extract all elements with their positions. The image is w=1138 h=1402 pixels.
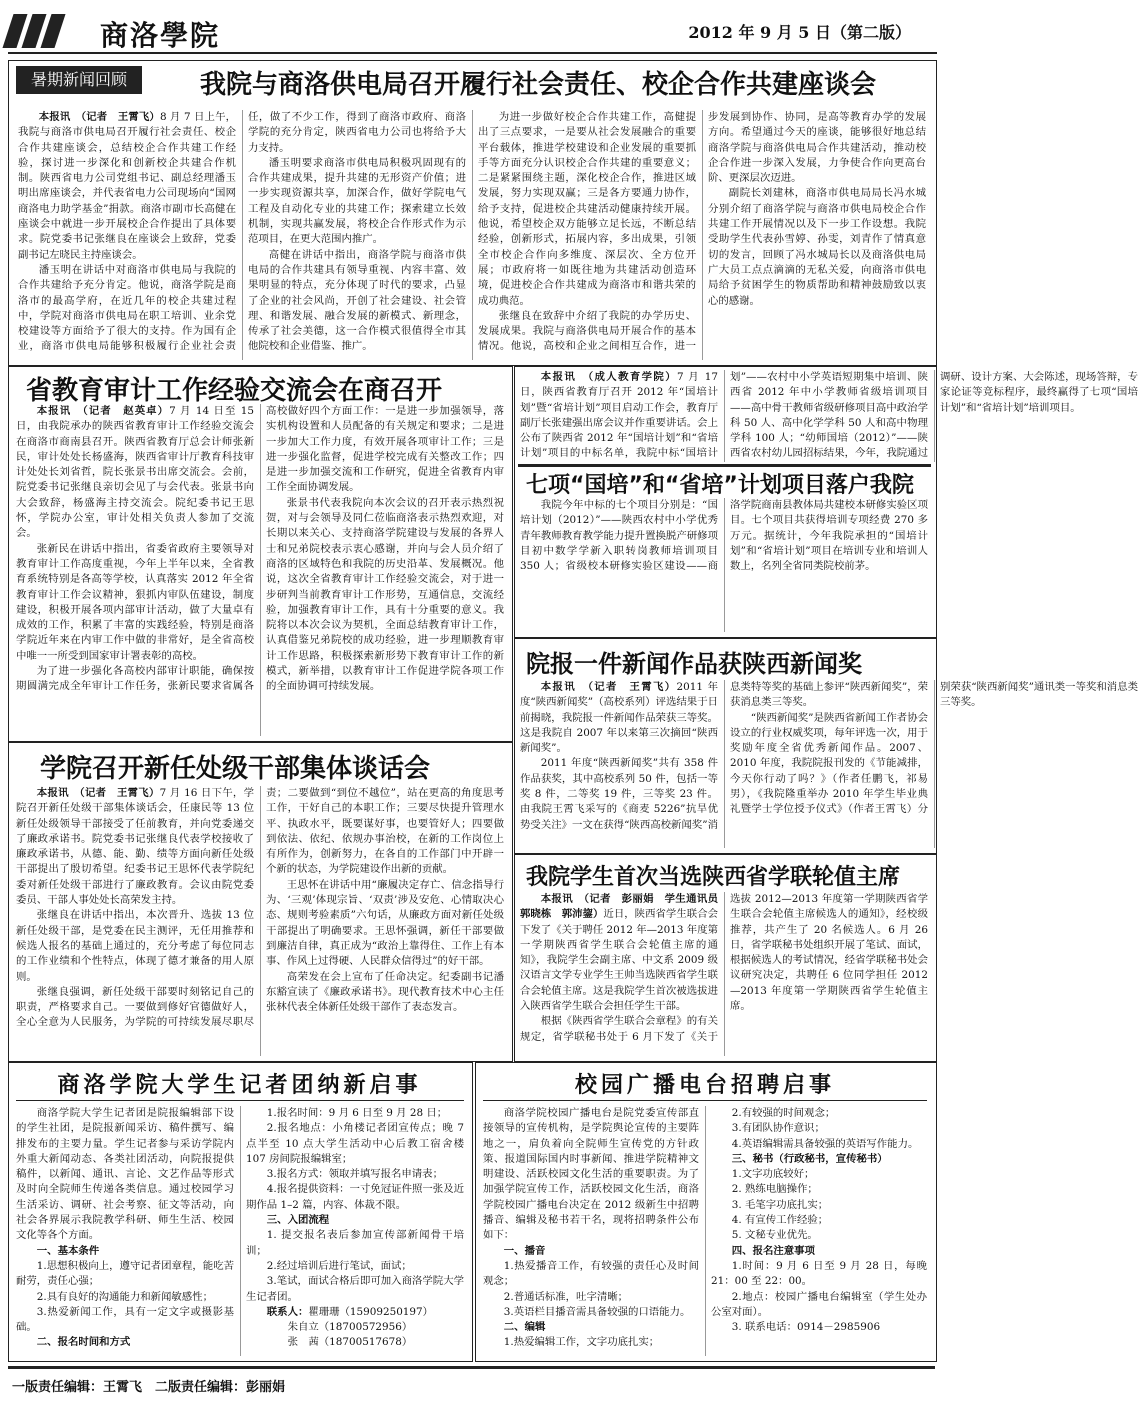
article-3-para: 7 月 16 日下午，学院召开新任处级干部集体谈话会，任康民等 13 位新任处级领导干部接受了任前教育，并向党委递交了廉政承诺书。院党委书记张继良代表学校接收了廉政承诺书，从德、能、勤、绩等方面向新任处级干部提出了殷切希望。纪委书记王思怀代表学院纪委对新任处级干部进行了廉政教育。会议由院党委委员、干部人事处处长高荣发主持。 [16, 787, 254, 907]
article-3-byline: 本报讯 （记者 王霄飞） [36, 787, 160, 799]
notice-2-line: 2.普通话标准，吐字清晰； [503, 1290, 629, 1303]
article-2-title: 省教育审计工作经验交流会在商召开 [26, 376, 443, 406]
notice-2-heading: 四、报名注意事项 [731, 1244, 815, 1257]
article-3-para: 王思怀在讲话中用“廉履决定存亡、信念指导行为、‘三观’体现宗旨、‘双责’涉及安危、心情取决心态、规则考验素质”六句话，从廉政方面对新任处级干部提出了明确要求。王思怀强调，新任干部要做到廉洁自律，真正成为“政治上靠得住、工作上有本事、作风上过得硬、人民群众信得过”的好干部。 [266, 878, 504, 968]
notice-1-contact-label: 联系人： [266, 1305, 309, 1318]
notice-2-line: 3. 毛笔字功底扎实； [731, 1198, 829, 1211]
article-3-body [16, 786, 504, 1056]
notice-1-heading: 二、报名时间和方式 [36, 1336, 131, 1349]
article-2-para: 为了进一步强化各高校内部审计职能，确保按期圆满完成全年审计工作任务，张新民要求省属各高校做好四个方面工作：一是进一步加强领导，落实机构设置和人员配备的有关规定和要求；二是进一步加大工作力度，有效开展各项审计工作；三是进一步强化监督，促进学校完成有关整改工作；四是进一步加强交流和工作研究，促进全省教育内审工作全面协调发展。 [16, 405, 504, 693]
article-4-para: 7 月 17 日，陕西省教育厅召开 2012 年“国培计划”暨“省培计划”项目启动工作会，教育厅副厅长张建强出席会议并作重要讲话。会上公布了陕西省 2012 年“国培计划”和“省培计划”项目的中标名单，我院中标“国培计划”——农村中小学英语短期集中培训、陕西省 2012 年中小学教师省级培训项目——高中骨干教师省级研修项目高中政治学科 50 人、高中化学学科 50 人和高中物理学科 100 人；“幼师国培（2012）”——陕西省农村幼儿园招标结果，今年，我院通过调研、设计方案、大会陈述，现场答辩，专家论证等竞标程序，最终赢得了七项“国培计划”和“省培计划”培训项目。 [520, 371, 1138, 460]
article-2-para: 7 月 14 日至 15 日，由我院承办的陕西省教育审计工作经验交流会在商洛市商南县召开。陕西省教育厅总会计师张新民，审计处处长杨盛海，陕西省审计厅教育科技审计处处长刘省哲，院长张景书出席交流会。会前，院党委书记张继良亲切会见了与会代表。张景书向大会致辞，杨盛海主持交流会。院纪委书记王思怀，学院办公室，审计处相关负责人参加了交流会。 [16, 405, 254, 540]
article-5-para: 2011 年度“陕西新闻奖”（高校系列）评选结果于日前揭晓，我院报一件新闻作品荣获三等奖。这是我院自 2007 年以来第三次摘回“陕西新闻奖”。 [520, 681, 718, 755]
header-rule [8, 52, 937, 54]
notice-2-heading: 三、秘书（行政秘书，宣传秘书） [731, 1152, 888, 1165]
article-1-title: 我院与商洛供电局召开履行社会责任、校企合作共建座谈会 [200, 70, 877, 100]
footer-rule [8, 1366, 935, 1369]
notice-2-line: 4.英语编辑需具备较强的英语写作能力。 [731, 1137, 919, 1150]
notice-2-heading: 二、编辑 [503, 1321, 546, 1334]
issue-date: 2012 年 9 月 5 日（第二版） [688, 23, 911, 42]
article-2-para: 张景书代表我院向本次会议的召开表示热烈祝贺，对与会领导及同仁莅临商洛表示热烈欢迎，对长期以来关心、支持商洛学院建设与发展的各界人士和兄弟院校表示衷心感谢，并向与会人员介绍了商洛的区域特色和我院的历史沿革、发展概况。他说，这次全省教育审计工作经验交流会，对于进一步研判当前教育审计工作形势，互通信息，交流经验，加强教育审计工作，具有十分重要的意义。我院将以本次会议为契机，全面总结教育审计工作，认真借鉴兄弟院校的成功经验，进一步理顺教育审计工作思路，积极探索新形势下教育审计工作的新模式，新举措，以教育审计工作促进学院各项工作的全面协调可持续发展。 [266, 496, 504, 693]
notice-1-intro: 商洛学院大学生记者团是院报编辑部下设的学生社团，是院报新闻采访、稿件撰写、编排发布的主要力量。学生记者参与采访学院内外重大新闻动态、各类社团活动，向院报提供稿件，以新闻、通讯、言论、文艺作品等形式及时向全院师生传递各类信息。通过校园学习生活采访、调研、社会考察、征文等活动，向社会各界展示我院教学科研、师生生活、校园文化等各个方面。 [16, 1107, 234, 1242]
notice-1-line: 3.报名方式：领取并填写报名申请表； [266, 1168, 443, 1181]
article-6-title: 我院学生首次当选陕西省学联轮值主席 [526, 865, 901, 890]
article-1-body [18, 110, 926, 360]
notice-2-line: 3. 联系电话：0914－2985906 [731, 1321, 881, 1334]
notice-1-contact: 张 茜（18700517678） [287, 1336, 413, 1349]
article-1-para: 高健在讲话中指出，商洛学院与商洛市供电局的合作共建具有领导重视、内容丰富、效果明显的特点，充分体现了时代的要求，凸显了企业的社会风尚，开创了社会建设、社会管理、和谐发展、融合发展的新模式、新理念，传承了社会美德，这一合作模式很值得全市其他院校和企业借鉴、推广。 [248, 248, 466, 353]
masthead-logo-bars [8, 14, 65, 52]
notice-1-rule [16, 1100, 464, 1101]
article-4-body-top [520, 370, 1138, 462]
notice-1-contact: 瞿珊珊（15909250197） [308, 1305, 434, 1318]
article-4-rule [518, 464, 931, 467]
article-4-byline: 本报讯 （成人教育学院） [540, 371, 677, 383]
article-5-para: “陕西新闻奖”是陕西省新闻工作者协会设立的行业权威奖项，每年评选一次，用于奖励年度全省优秀新闻作品。2007、2010 年度，我院院报刊发的《节能减排，今天你行动了吗？》（作者任鹏飞，祁易男），《我院隆重举办 2010 年学生毕业典礼暨学士学位授予仪式》（作者王霄飞）分别荣获“陕西新闻奖”通讯类一等奖和消息类三等奖。 [730, 681, 1138, 816]
notice-2-line: 4. 有宣传工作经验； [731, 1214, 829, 1227]
article-6-para: 近日，陕西省学生联合会下发了《关于聘任 2012 年—2013 年度第一学期陕西省学生联合会轮值主席的通知》，我院学生会副主席、中文系 2009 级汉语言文学专业学生王帅当选陕西省学生联合会轮值主席。这是我院学生首次被选拔进入陕西省学生联合会担任学生干部。 [520, 908, 719, 1013]
article-1-para: 8 月 7 日上午，我院与商洛市供电局召开履行社会责任、校企合作共建座谈会，总结校企合作共建工作经验，探讨进一步深化和创新校企共建合作机制。陕西省电力公司党组书记、副总经理潘玉明出席座谈会，并代表省电力公司现场向“国网商洛电力助学基金”捐款。商洛市副市长高健在座谈会中就进一步开展校企合作提出了具体要求。院党委书记张继良在座谈会上致辞，党委副书记左晓民主持座谈会。 [18, 111, 236, 261]
notice-2-intro: 商洛学院校园广播电台是院党委宣传部直接领导的宣传机构，是学院舆论宣传的主要阵地之一，肩负着向全院师生宣传党的方针政策、报道国际国内时事新闻、推进学院精神文明建设、活跃校园文化生活的重要职责。为了加强学院宣传工作，活跃校园文化生活，商洛学院校园广播电台决定在 2012 级新生中招聘播音、编辑及秘书若干名，现将招聘条件公布如下： [483, 1107, 699, 1242]
article-1-para: 张继良在致辞中介绍了我院的办学历史、发展成果。我院与商洛供电局开展合作的基本情况。他说，高校和企业之间相互合作，进一步发展到协作、协同，是高等教育办学的发展方向。希望通过今天的座谈，能够很好地总结商洛学院与商洛供电局合作共建活动，推动校企合作进一步深入发展，力争使合作向更高台阶、更深层次迈进。 [478, 111, 926, 353]
notice-2-rule [483, 1100, 927, 1101]
article-4-body [520, 498, 928, 632]
notice-2-line: 1.热爱播音工作，有较强的责任心及时间观念； [483, 1259, 699, 1288]
notice-1-line: 1.报名时间：9 月 6 日至 9 月 28 日； [266, 1107, 448, 1119]
article-4-title: 七项“国培”和“省培”计划项目落户我院 [526, 473, 914, 498]
notice-1-body [16, 1106, 464, 1356]
notice-2-line: 2.有较强的时间观念； [731, 1107, 836, 1119]
notice-2-title: 校园广播电台招聘启事 [574, 1073, 835, 1098]
article-3-para: 高荣发在会上宣布了任命决定。纪委副书记潘东豁宣读了《廉政承诺书》。现代教育技术中心主任张林代表全体新任处级干部作了表态发言。 [266, 970, 504, 1014]
article-1-para: 为进一步做好校企合作共建工作，高健提出了三点要求，一是要从社会发展融合的重要平台载体，推进学校建设和企业发展的重要抓手等方面充分认识校企合作共建的重要意义；二是紧紧围绕主题，深化校企合作，推进区域发展，努力实现双赢；三是各方要通力协作，给予支持，促进校企共建活动健康持续开展。他说，希望校企双方能够立足长远，不断总结经验，创新形式，拓展内容，多出成果，引领全市校企合作向多维度、深层次、全方位开展；市政府将一如既往地为共建活动创造环境，促进校企合作共建成为商洛市和谐共荣的成功典范。 [478, 111, 696, 307]
notice-2-line: 2.地点：校园广播电台编辑室（学生处办公室对面）。 [711, 1290, 927, 1318]
notice-2-line: 5. 文秘专业优先。 [731, 1229, 818, 1242]
article-3-para: 张继良强调，新任处级干部要时刻铭记自己的职责，严格要求自己。一要做到修好官德做好人，全心全意为人民服务，为学院的可持续发展尽职尽责；二要做到“到位不越位”，站在更高的角度思考工作，干好自己的本职工作；三要尽快提升管理水平、执政水平，既要谋好事，也要管好人；四要做到依法、依纪、依规办事治校，在新的工作岗位上有所作为，创新努力，在各自的工作部门中开辟一个新的状态，为学院建设作出新的贡献。 [16, 787, 504, 1029]
notice-1-line: 2.具有良好的沟通能力和新闻敏感性； [36, 1290, 213, 1303]
notice-2-line: 1.时间：9 月 6 日至 9 月 28 日，每晚 21：00 至 22：00。 [711, 1259, 927, 1288]
notice-1-line: 4.报名提供资料：一寸免冠证件照一张及近期作品 1–2 篇，内容、体裁不限。 [246, 1183, 464, 1211]
notice-2-heading: 一、播音 [503, 1244, 546, 1257]
article-3-para: 张继良在讲话中指出，本次晋升、选拔 13 位新任处级干部，是党委在民主测评，无任用推荐和候选人报名的基础上通过的，充分考虑了每位同志的工作业绩和个性特点，体现了德才兼备的用人原则。 [16, 909, 254, 983]
article-1-para: 潘玉明要求商洛市供电局积极巩固现有的合作共建成果，提升共建的无形资产价值；进一步实现资源共享，加深合作，做好学院电气工程及自动化专业的共建工作；探索建立长效机制，实现共赢发展，将校企合作形式作为示范项目，在更大范围内推广。 [248, 156, 466, 246]
article-4-para: 我院今年中标的七个项目分别是：“国培计划（2012）”——陕西农村中小学优秀青年教师教育教学能力提升置换脱产研修项目初中数学学新入职转岗教师培训项目 350 人；省级校本研修实验区建设——商洛学院商南县教体局共建校本研修实验区项目。七个项目共获得培训专项经费 270 多万元。据统计，今年我院承担的“国培计划”和“省培计划”项目在培训专业和培训人数上，名列全省同类院校前茅。 [520, 499, 928, 573]
notice-1-line: 1. 提交报名表后参加宣传部新闻骨干培训； [246, 1229, 464, 1257]
section-tag: 暑期新闻回顾 [16, 66, 142, 94]
notice-1-line: 2.经过培训后进行笔试，面试； [266, 1259, 412, 1272]
notice-1-heading: 三、入团流程 [266, 1214, 330, 1227]
article-5-byline: 本报讯 （记者 王霄飞） [540, 681, 677, 693]
notice-1-contact: 朱自立（18700572956） [287, 1321, 413, 1334]
article-5-body [520, 680, 1138, 848]
article-2-byline: 本报讯 （记者 赵英卓） [36, 405, 170, 417]
notice-2-line: 3.有团队协作意识； [731, 1122, 825, 1135]
article-6-byline: 本报讯 （记者 彭丽娟 学生通讯员 郭晓栋 郭沛鋆） [520, 893, 729, 921]
notice-2-line: 1.文字功底较好； [731, 1168, 815, 1181]
article-5-title: 院报一件新闻作品获陕西新闻奖 [526, 650, 862, 678]
notice-1-line: 3.笔试，面试合格后即可加入商洛学院大学生记者团。 [246, 1275, 464, 1303]
article-3-title: 学院召开新任处级干部集体谈话会 [40, 754, 431, 784]
notice-1-heading: 一、基本条件 [36, 1244, 100, 1257]
article-6-para: 根据《陕西省学生联合会章程》的有关规定，省学联秘书处于 6 月下发了《关于选拔 2012—2013 年度第一学期陕西省学生联合会轮值主席候选人的通知》，经校级推荐，共产生了 20 名候选人。6 月 26 日，省学联秘书处组织开展了笔试、面试，根据候选人的考试情况，经省学联秘书处会议研究决定，共聘任 6 位同学担任 2012—2013 年度第一学期陕西省学生轮值主席。 [520, 893, 928, 1043]
article-1-para: 副院长刘建林，商洛市供电局局长冯水城分别介绍了商洛学院与商洛市供电局校企合作共建工作开展情况以及下一步工作设想。我院受助学生代表孙雪婷、孙雯，刘青作了情真意切的发言，回顾了冯水城局长以及商洛供电局广大员工点点滴滴的无私关爱，向商洛市供电局给予贫困学生的物质帮助和精神鼓励致以衷心的感谢。 [708, 187, 926, 307]
masthead-title: 商洛學院 [100, 19, 221, 52]
article-2-para: 张新民在讲话中指出，省委省政府主要领导对教育审计工作高度重视，今年上半年以来，全省教育系统特别是各高等学校，认真落实 2012 年全省教育审计工作会议精神，狠抓内审队伍建设，制度建设，积极开展各项内部审计活动，做了大量卓有成效的工作，积累了丰富的实践经验，特别是商洛学院近年来在内审工作中做的非常好，是全省高校中唯一一所受到国家审计署表彰的高校。 [16, 542, 254, 662]
article-1-para: 潘玉明在讲话中对商洛市供电局与我院的合作共建给予充分肯定。他说，商洛学院是商洛市的最高学府，在近几年的校企共建过程中，学院对商洛市供电局在职工培训、业余党校建设等方面给予了很大的支持。作为国有企业，商洛市供电局能够积极履行企业社会责任，做了不少工作，得到了商洛市政府、商洛学院的充分肯定，陕西省电力公司也将给予大力支持。 [18, 111, 466, 353]
article-5-para: 2011 年度“陕西新闻奖”共有 358 件作品获奖，其中高校系列 50 件，包括一等奖 8 件，二等奖 19 件，三等奖 23 件。由我院王霄飞采写的《商麦 5226”抗旱优势受关注》一文在获得“陕西高校新闻奖”消息类特等奖的基础上参评“陕西新闻奖”，荣获消息类三等奖。 [520, 681, 928, 831]
article-2-body [16, 404, 504, 736]
notice-2-body [483, 1106, 927, 1356]
notice-2-line: 3.英语栏目播音需具备较强的口语能力。 [503, 1305, 691, 1318]
article-6-body [520, 892, 928, 1056]
notice-2-line: 1.热爱编辑工作，文字功底扎实； [503, 1336, 660, 1349]
notice-2-line: 2. 熟练电脑操作； [731, 1183, 818, 1196]
notice-1-line: 3.热爱新闻工作，具有一定文字或摄影基础。 [16, 1305, 234, 1334]
notice-1-line: 2.报名地点：小角楼记者团宣传点；晚 7 点半至 10 点大学生活动中心后教工宿舍楼 107 房间院报编辑室； [246, 1122, 464, 1165]
article-1-byline: 本报讯 （记者 王霄飞） [38, 111, 160, 123]
notice-1-line: 1.思想积极向上，遵守记者团章程，能吃苦耐劳，责任心强； [16, 1259, 234, 1288]
footer-editors: 一版责任编辑：王霄飞 二版责任编辑：彭丽娟 [12, 1380, 286, 1395]
notice-1-title: 商洛学院大学生记者团纳新启事 [57, 1073, 422, 1098]
